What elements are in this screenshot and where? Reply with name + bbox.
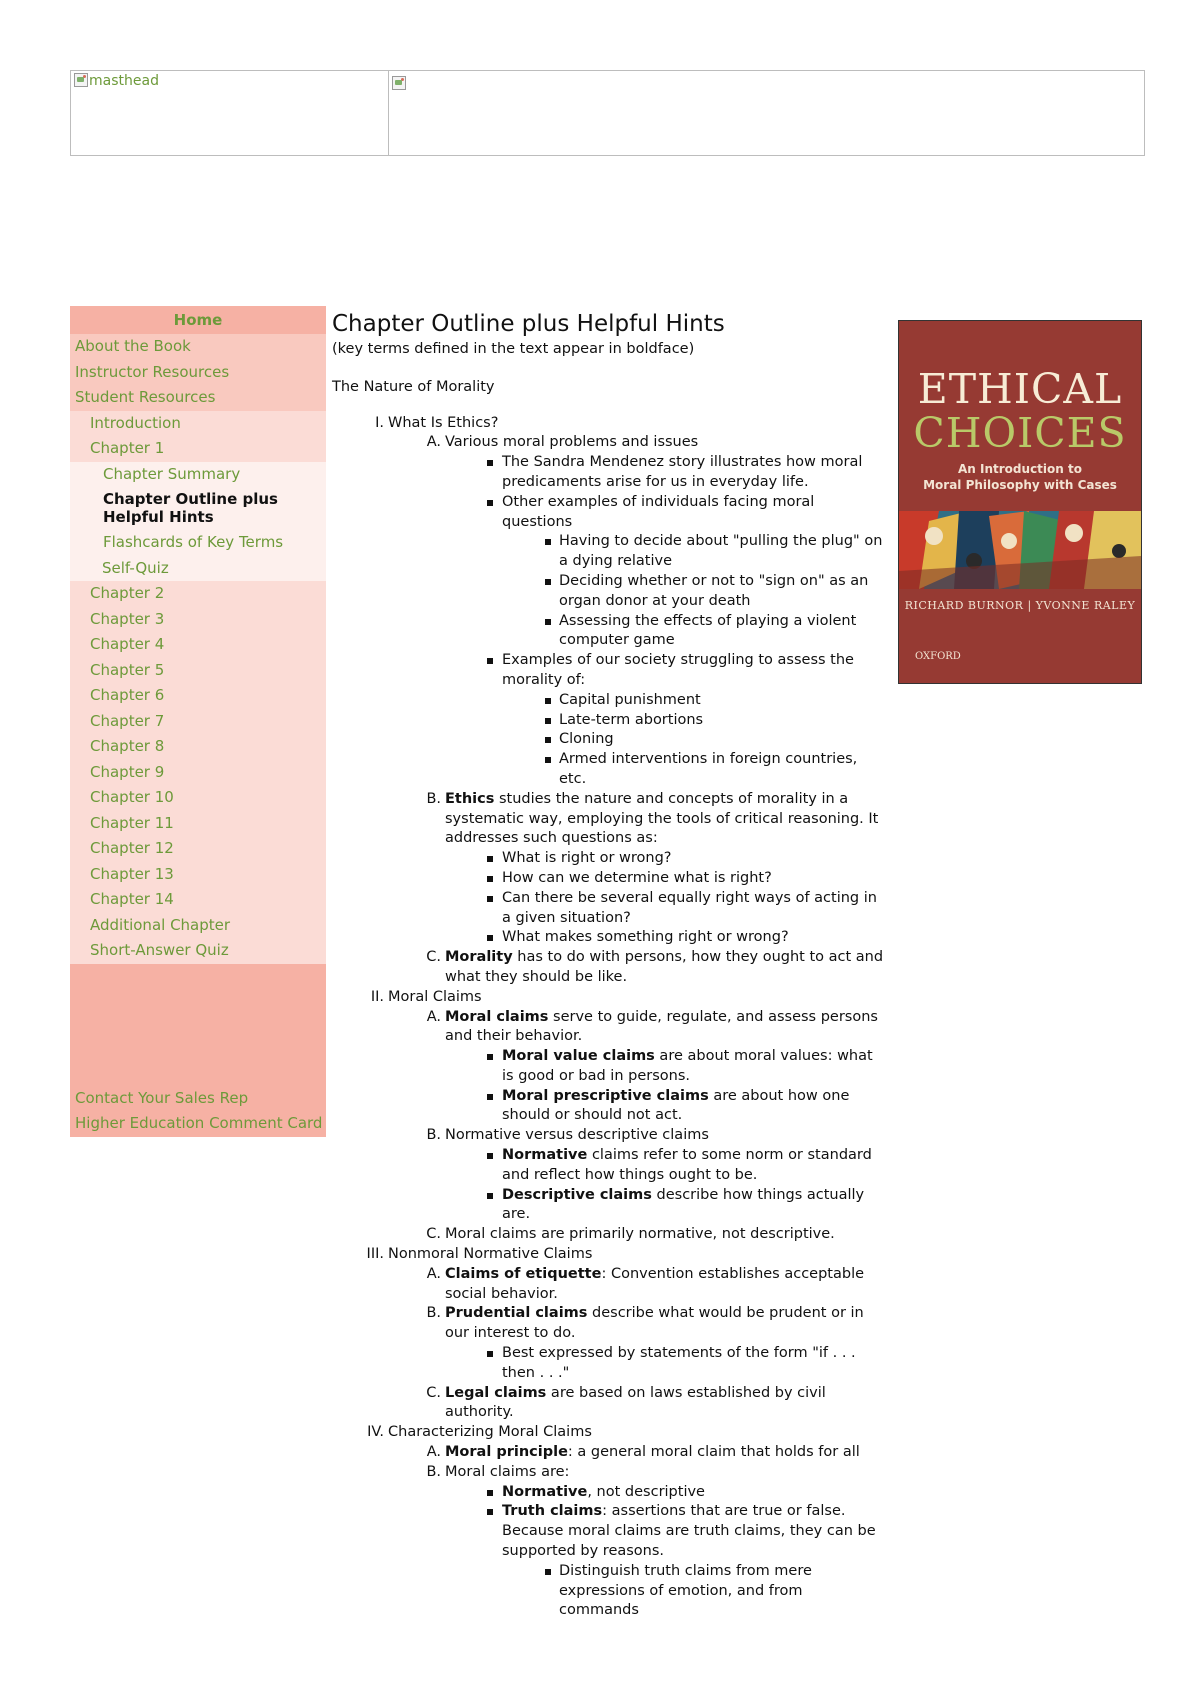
outline-text: studies the nature and concepts of morality in a systematic way, employing the tools of critical reasoning. It addresses such questions as: [445,790,879,847]
bullet-list [332,1047,887,1126]
nav-chapter-6[interactable]: Chapter 6 [70,683,326,709]
outline-subitem [332,948,887,988]
outline-heading: Moral Claims [388,988,482,1005]
outline-letter: C. [426,1226,441,1243]
outline-letter: B. [426,1127,441,1144]
chapter-outline [332,1423,887,1443]
nav-student-resources[interactable]: Student Resources [70,385,326,411]
outline-subitem [332,1443,887,1463]
masthead-image[interactable] [71,71,389,155]
nav-home[interactable]: Home [70,306,326,334]
nav-flashcards[interactable]: Flashcards of Key Terms [70,530,326,556]
key-term: Truth claims [502,1503,603,1520]
list-item: Deciding whether or not to "sign on" as an organ donor at your death [332,572,887,612]
key-term: Moral claims [445,1008,549,1025]
sub-outline [332,1225,887,1245]
key-term: Moral value claims [502,1048,655,1065]
sub-outline [332,433,887,453]
sidebar-spacer [70,964,326,1086]
nav-chapter-2[interactable]: Chapter 2 [70,581,326,607]
outline-subitem [332,1384,887,1424]
list-item: Armed interventions in foreign countries, etc. [332,750,887,790]
outline-subitem [332,1126,887,1146]
key-term: Morality [445,949,513,966]
outline-letter: C. [426,949,441,966]
chapter-outline [332,988,887,1008]
chapter-outline [332,414,887,434]
chapter-outline [332,1245,887,1265]
outline-text: Moral claims are primarily normative, not descriptive. [445,1226,835,1243]
list-text: : assertions that are true or false. Because moral claims are truth claims, they can be supported by reasons. [502,1503,876,1560]
cover-title-line1: ETHICAL [917,365,1123,413]
nav-chapter-outline-current: Chapter Outline plus Helpful Hints [70,487,326,530]
cover-subtitle [899,461,1141,493]
outline-letter: A. [426,1444,441,1461]
list-item: The Sandra Mendenez story illustrates how moral predicaments arise for us in everyday life. [332,453,887,493]
sub-outline [332,1443,887,1483]
list-item: Examples of our society struggling to assess the morality of: [332,651,887,691]
outline-subitem [332,433,887,453]
cover-publisher-logo: OXFORD [915,651,961,662]
list-item [332,1186,887,1226]
key-term: Descriptive claims [502,1186,652,1203]
main-content [332,306,887,1621]
list-item: Late-term abortions [332,711,887,731]
list-item: How can we determine what is right? [332,869,887,889]
key-term: Legal claims [445,1384,547,1401]
list-item: Distinguish truth claims from mere expressions of emotion, and from commands [332,1562,887,1621]
key-term: Normative [502,1483,588,1500]
list-text: , not descriptive [587,1483,705,1500]
sidebar-nav [70,306,326,1133]
outline-text: has to do with persons, how they ought to act and what they should be like. [445,949,884,985]
nav-self-quiz[interactable]: Self-Quiz [70,556,326,582]
nav-contact-sales-rep[interactable]: Contact Your Sales Rep [70,1086,326,1112]
list-item: Other examples of individuals facing moral questions [332,493,887,533]
list-item: Cloning [332,730,887,750]
list-text: are about how one should or should not act. [502,1087,850,1124]
nav-chapter-12[interactable]: Chapter 12 [70,836,326,862]
outline-letter: A. [426,1008,441,1025]
list-item: Best expressed by statements of the form "if . . . then . . ." [332,1344,887,1384]
cover-artwork [899,511,1141,589]
list-item [332,1502,887,1561]
outline-item [332,1245,887,1265]
masthead-alt-text: masthead [89,73,159,89]
nav-chapter-10[interactable]: Chapter 10 [70,785,326,811]
nav-chapter-3[interactable]: Chapter 3 [70,607,326,633]
outline-text: serve to guide, regulate, and assess persons and their behavior. [445,1008,878,1045]
list-item: Having to decide about "pulling the plug" on a dying relative [332,532,887,572]
outline-subitem [332,1463,887,1483]
outline-heading: Characterizing Moral Claims [388,1424,592,1441]
bullet-list [332,651,887,691]
outline-subitem [332,1304,887,1344]
sub-outline [332,1126,887,1146]
list-item: Can there be several equally right ways of acting in a given situation? [332,889,887,929]
nav-about-the-book[interactable]: About the Book [70,334,326,360]
bullet-list [332,453,887,532]
key-term: Normative [502,1147,588,1164]
list-item: What is right or wrong? [332,849,887,869]
outline-letter: C. [426,1384,441,1401]
list-item: Assessing the effects of playing a violent computer game [332,612,887,652]
nav-chapter-4[interactable]: Chapter 4 [70,632,326,658]
nav-chapter-7[interactable]: Chapter 7 [70,709,326,735]
key-term: Claims of etiquette [445,1265,602,1282]
sub-outline [332,1008,887,1048]
masthead [70,70,1145,156]
masthead-banner-image[interactable] [389,71,1144,155]
section-heading: The Nature of Morality [332,378,495,395]
nested-bullet-list [332,1562,887,1621]
outline-letter: B. [426,1305,441,1322]
outline-heading: What Is Ethics? [388,414,499,431]
nav-introduction[interactable]: Introduction [70,411,326,437]
broken-image-icon [392,76,406,90]
nested-bullet-list [332,691,887,790]
nav-short-answer-quiz[interactable]: Short-Answer Quiz [70,938,326,964]
sub-outline [332,790,887,849]
cover-subtitle-line2: Moral Philosophy with Cases [923,478,1117,492]
nav-chapter-5[interactable]: Chapter 5 [70,658,326,684]
outline-number: I. [375,414,384,431]
outline-letter: B. [426,1463,441,1480]
outline-text: : a general moral claim that holds for all [567,1444,860,1461]
outline-text: are based on laws established by civil authority. [445,1384,826,1421]
nav-chapter-14[interactable]: Chapter 14 [70,887,326,913]
nav-chapter-9[interactable]: Chapter 9 [70,760,326,786]
outline-number: II. [370,988,384,1005]
key-term: Ethics [445,790,495,807]
list-item: What makes something right or wrong? [332,928,887,948]
outline-letter: A. [426,1265,441,1282]
outline-text: describe what would be prudent or in our interest to do. [445,1305,864,1342]
list-item [332,1047,887,1087]
outline-subitem [332,790,887,849]
outline-heading: Nonmoral Normative Claims [388,1246,593,1263]
nav-additional-chapter[interactable]: Additional Chapter [70,913,326,939]
broken-image-icon [74,73,88,87]
nav-chapter-11[interactable]: Chapter 11 [70,811,326,837]
bullet-list [332,849,887,948]
nav-chapter-13[interactable]: Chapter 13 [70,862,326,888]
outline-text: Various moral problems and issues [445,434,699,451]
list-item [332,1087,887,1127]
sub-outline [332,1265,887,1344]
outline-number: III. [366,1246,384,1263]
list-text: claims refer to some norm or standard and reflect how things ought to be. [502,1147,872,1183]
outline-text: : Convention establishes acceptable social behavior. [445,1265,865,1302]
list-item: Capital punishment [332,691,887,711]
key-term: Moral principle [445,1444,568,1461]
nav-comment-card[interactable]: Higher Education Comment Card [70,1111,326,1137]
outline-subitem [332,1265,887,1305]
list-text: are about moral values: what is good or bad in persons. [502,1048,873,1084]
bullet-list [332,1483,887,1562]
outline-text: Normative versus descriptive claims [445,1127,709,1144]
list-text: describe how things actually are. [502,1186,865,1223]
outline-subitem [332,1008,887,1048]
nav-instructor-resources[interactable]: Instructor Resources [70,360,326,386]
outline-item [332,1423,887,1443]
list-item [332,1146,887,1186]
cover-title-line2: CHOICES [913,409,1127,457]
outline-letter: A. [426,434,441,451]
outline-subitem [332,1225,887,1245]
key-term: Moral prescriptive claims [502,1087,709,1104]
outline-item [332,414,887,434]
bullet-list [332,1146,887,1225]
cover-authors: RICHARD BURNOR | YVONNE RALEY [904,599,1136,612]
key-term: Prudential claims [445,1305,588,1322]
sub-outline [332,948,887,988]
book-cover-image [898,320,1142,684]
nav-chapter-8[interactable]: Chapter 8 [70,734,326,760]
outline-letter: B. [426,790,441,807]
outline-text: Moral claims are: [445,1463,570,1480]
list-item [332,1483,887,1503]
outline-number: IV. [367,1424,384,1441]
bullet-list [332,1344,887,1384]
sub-outline [332,1384,887,1424]
nav-chapter-1[interactable]: Chapter 1 [70,436,326,462]
nested-bullet-list [332,532,887,651]
outline-item [332,988,887,1008]
page-title: Chapter Outline plus Helpful Hints [332,311,725,337]
cover-subtitle-line1: An Introduction to [958,462,1082,476]
nav-chapter-summary[interactable]: Chapter Summary [70,462,326,488]
page-subtitle: (key terms defined in the text appear in boldface) [332,341,695,357]
